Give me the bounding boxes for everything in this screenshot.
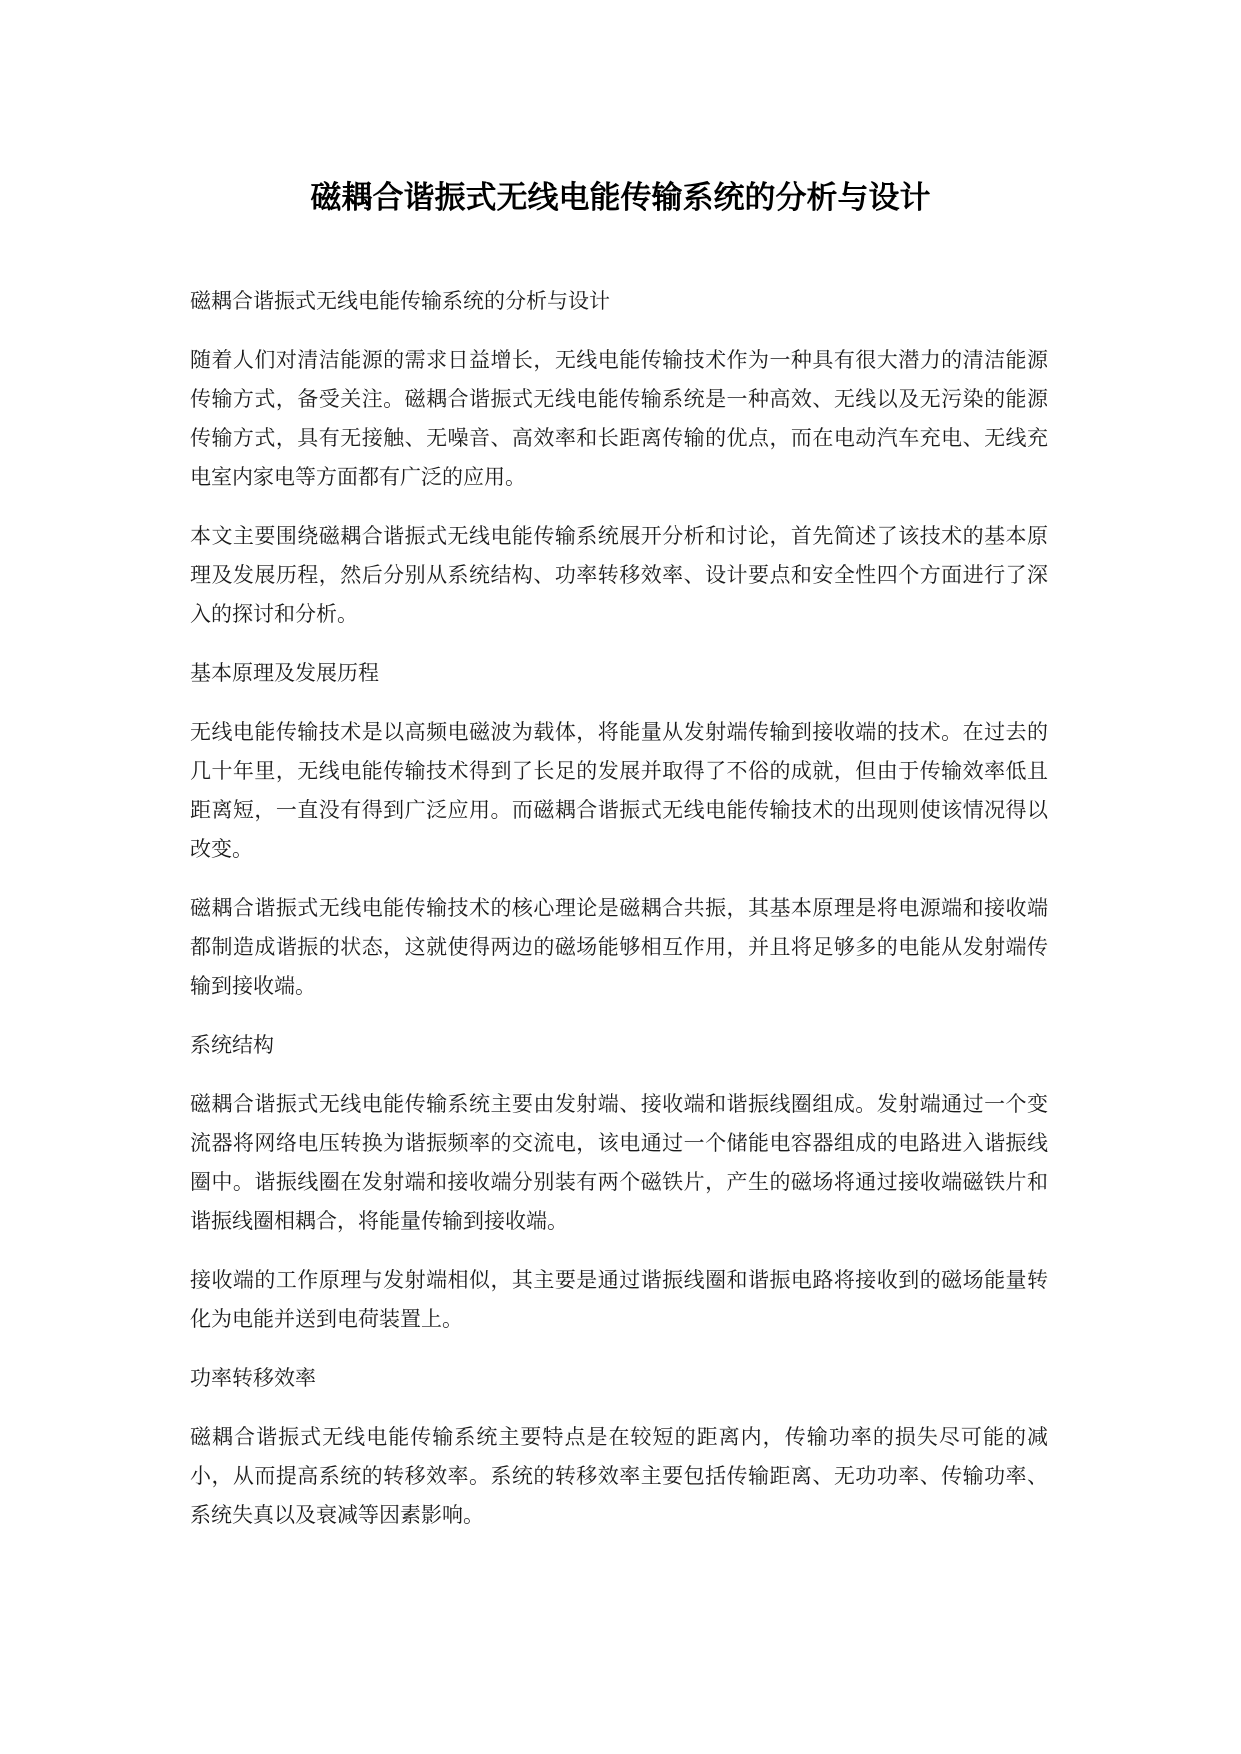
section-heading-efficiency: 功率转移效率: [190, 1366, 316, 1390]
principles-paragraph-1: 无线电能传输技术是以高频电磁波为载体，将能量从发射端传输到接收端的技术。在过去的几十年里，无线电能传输技术得到了长足的发展并取得了不俗的成就，但由于传输效率低且距离短，一直没有得到广泛应用。而磁耦合谐振式无线电能传输技术的出现则使该情况得以改变。: [190, 720, 1048, 861]
intro-paragraph-2: 本文主要围绕磁耦合谐振式无线电能传输系统展开分析和讨论，首先简述了该技术的基本原理及发展历程，然后分别从系统结构、功率转移效率、设计要点和安全性四个方面进行了深入的探讨和分析。: [190, 524, 1048, 626]
efficiency-paragraph-1: 磁耦合谐振式无线电能传输系统主要特点是在较短的距离内，传输功率的损失尽可能的减小，从而提高系统的转移效率。系统的转移效率主要包括传输距离、无功功率、传输功率、系统失真以及衰减等因素影响。: [190, 1425, 1048, 1527]
section-heading-structure: 系统结构: [190, 1033, 274, 1057]
document-body: [190, 282, 1048, 1555]
structure-paragraph-1: 磁耦合谐振式无线电能传输系统主要由发射端、接收端和谐振线圈组成。发射端通过一个变流器将网络电压转换为谐振频率的交流电，该电通过一个储能电容器组成的电路进入谐振线圈中。谐振线圈在发射端和接收端分别装有两个磁铁片，产生的磁场将通过接收端磁铁片和谐振线圈相耦合，将能量传输到接收端。: [190, 1092, 1048, 1233]
document-title: 磁耦合谐振式无线电能传输系统的分析与设计: [310, 180, 931, 216]
section-heading-principles: 基本原理及发展历程: [190, 661, 379, 685]
document-subtitle: 磁耦合谐振式无线电能传输系统的分析与设计: [190, 289, 610, 313]
intro-paragraph-1: 随着人们对清洁能源的需求日益增长，无线电能传输技术作为一种具有很大潜力的清洁能源传输方式，备受关注。磁耦合谐振式无线电能传输系统是一种高效、无线以及无污染的能源传输方式，具有无接触、无噪音、高效率和长距离传输的优点，而在电动汽车充电、无线充电室内家电等方面都有广泛的应用。: [190, 348, 1048, 489]
principles-paragraph-2: 磁耦合谐振式无线电能传输技术的核心理论是磁耦合共振，其基本原理是将电源端和接收端都制造成谐振的状态，这就使得两边的磁场能够相互作用，并且将足够多的电能从发射端传输到接收端。: [190, 896, 1048, 998]
structure-paragraph-2: 接收端的工作原理与发射端相似，其主要是通过谐振线圈和谐振电路将接收到的磁场能量转化为电能并送到电荷装置上。: [190, 1268, 1048, 1331]
